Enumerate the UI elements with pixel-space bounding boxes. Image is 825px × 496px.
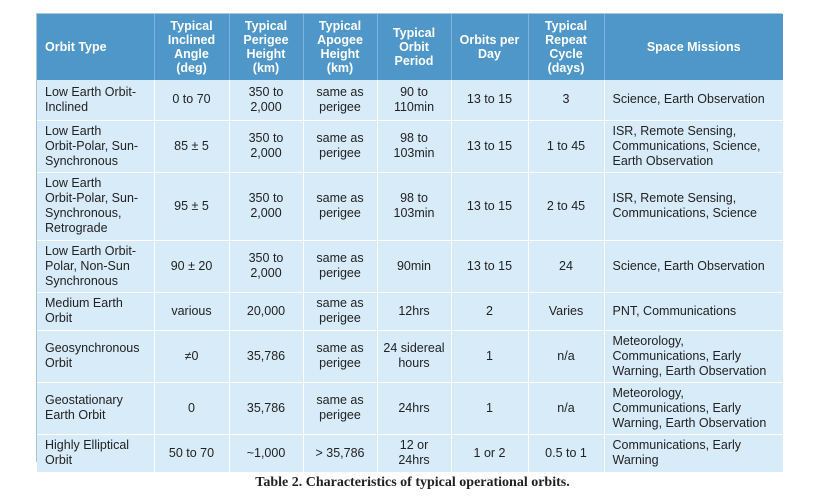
table-cell: Low Earth Orbit-Polar, Sun- Synchronous, Retrograde <box>37 172 154 240</box>
table-cell: 90 ± 20 <box>154 240 229 292</box>
table-cell: 1 to 45 <box>528 120 604 172</box>
table-cell: same as perigee <box>303 382 377 434</box>
table-cell: same as perigee <box>303 120 377 172</box>
table-cell: Varies <box>528 292 604 330</box>
table-cell: ISR, Remote Sensing, Communications, Science <box>604 172 783 240</box>
table-cell: > 35,786 <box>303 434 377 472</box>
table-cell: 1 <box>451 330 528 382</box>
table-cell: 98 to 103min <box>377 172 451 240</box>
table-cell: 24hrs <box>377 382 451 434</box>
table-cell: 350 to 2,000 <box>229 172 303 240</box>
table-cell: 12 or 24hrs <box>377 434 451 472</box>
column-header: Typical Perigee Height (km) <box>229 14 303 80</box>
table-cell: Medium Earth Orbit <box>37 292 154 330</box>
table-cell: 1 <box>451 382 528 434</box>
table-cell: 90min <box>377 240 451 292</box>
table-cell: 35,786 <box>229 382 303 434</box>
table-cell: 50 to 70 <box>154 434 229 472</box>
table-cell: 35,786 <box>229 330 303 382</box>
table-cell: Low Earth Orbit- Inclined <box>37 80 154 120</box>
column-header: Typical Orbit Period <box>377 14 451 80</box>
table-cell: same as perigee <box>303 292 377 330</box>
table-cell: 0 <box>154 382 229 434</box>
table-cell: ≠0 <box>154 330 229 382</box>
table-cell: 1 or 2 <box>451 434 528 472</box>
table-cell: 13 to 15 <box>451 80 528 120</box>
table-cell: 3 <box>528 80 604 120</box>
table-cell: 13 to 15 <box>451 172 528 240</box>
table-cell: Low Earth Orbit- Polar, Non-Sun Synchronous <box>37 240 154 292</box>
table-cell: Science, Earth Observation <box>604 240 783 292</box>
table-cell: 350 to 2,000 <box>229 80 303 120</box>
table-cell: Highly Elliptical Orbit <box>37 434 154 472</box>
table-cell: 350 to 2,000 <box>229 120 303 172</box>
table-cell: 0 to 70 <box>154 80 229 120</box>
table-cell: 0.5 to 1 <box>528 434 604 472</box>
table-cell: 20,000 <box>229 292 303 330</box>
table-body <box>37 80 783 472</box>
table-cell: 2 <box>451 292 528 330</box>
table-cell: 13 to 15 <box>451 120 528 172</box>
table-cell: PNT, Communications <box>604 292 783 330</box>
orbits-table <box>37 14 783 473</box>
table-cell: n/a <box>528 382 604 434</box>
column-header: Typical Apogee Height (km) <box>303 14 377 80</box>
table-row <box>37 382 783 434</box>
table-cell: various <box>154 292 229 330</box>
table-cell: 24 <box>528 240 604 292</box>
table-header-row <box>37 14 783 80</box>
table-caption: Table 2. Characteristics of typical operational orbits. <box>255 475 570 490</box>
table-row <box>37 120 783 172</box>
table-cell: 12hrs <box>377 292 451 330</box>
table-cell: Geostationary Earth Orbit <box>37 382 154 434</box>
column-header: Space Missions <box>604 14 783 80</box>
table-cell: Meteorology, Communications, Early Warning, Earth Observation <box>604 382 783 434</box>
table-row <box>37 292 783 330</box>
table-cell: Low Earth Orbit-Polar, Sun- Synchronous <box>37 120 154 172</box>
table-row <box>37 434 783 472</box>
table-cell: 98 to 103min <box>377 120 451 172</box>
table-cell: 90 to 110min <box>377 80 451 120</box>
table-cell: same as perigee <box>303 80 377 120</box>
table-cell: Communications, Early Warning <box>604 434 783 472</box>
table-cell: 13 to 15 <box>451 240 528 292</box>
table-cell: Science, Earth Observation <box>604 80 783 120</box>
table-cell: ISR, Remote Sensing, Communications, Science, Earth Observation <box>604 120 783 172</box>
table-cell: same as perigee <box>303 172 377 240</box>
table-cell: n/a <box>528 330 604 382</box>
table-row <box>37 240 783 292</box>
table-cell: 95 ± 5 <box>154 172 229 240</box>
table-row <box>37 330 783 382</box>
column-header: Orbit Type <box>37 14 154 80</box>
table-cell: ~1,000 <box>229 434 303 472</box>
column-header: Orbits per Day <box>451 14 528 80</box>
table-cell: Meteorology, Communications, Early Warning, Earth Observation <box>604 330 783 382</box>
column-header: Typical Inclined Angle (deg) <box>154 14 229 80</box>
column-header: Typical Repeat Cycle (days) <box>528 14 604 80</box>
table-cell: 24 sidereal hours <box>377 330 451 382</box>
orbits-table-container <box>36 13 782 467</box>
table-row <box>37 172 783 240</box>
table-cell: Geosynchronous Orbit <box>37 330 154 382</box>
table-cell: 2 to 45 <box>528 172 604 240</box>
table-cell: same as perigee <box>303 240 377 292</box>
table-cell: same as perigee <box>303 330 377 382</box>
table-cell: 350 to 2,000 <box>229 240 303 292</box>
table-cell: 85 ± 5 <box>154 120 229 172</box>
table-row <box>37 80 783 120</box>
